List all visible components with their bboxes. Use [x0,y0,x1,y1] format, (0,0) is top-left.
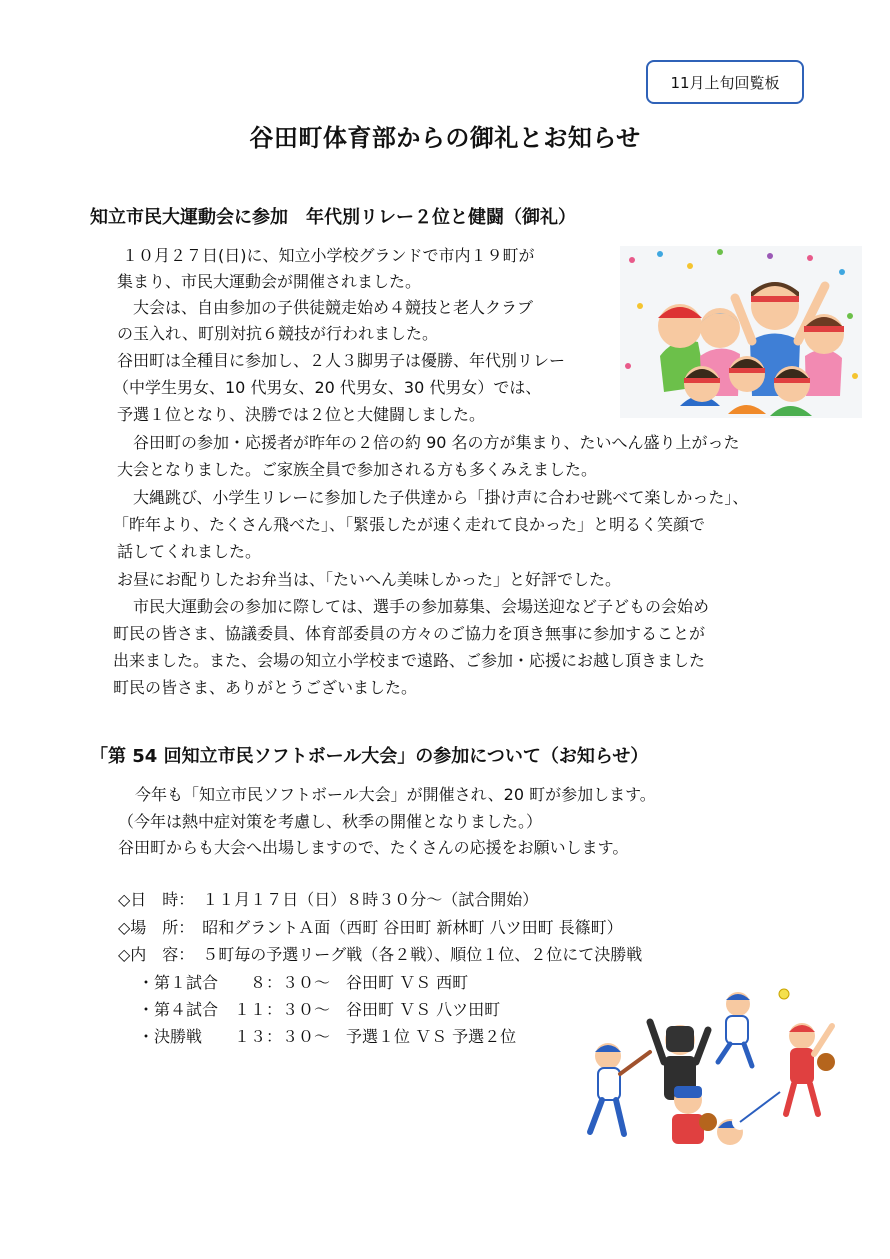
paragraph-line: 出来ました。また、会場の知立小学校まで遠路、ご参加・応援にお越し頂きました [113,651,706,670]
person-figure [804,314,844,396]
batter-figure [590,1043,650,1134]
page-title: 谷田町体育部からの御礼とお知らせ [249,124,641,152]
paragraph-line: お昼にお配りしたお弁当は、「たいへん美味しかった」と好評でした。 [117,570,622,589]
softball-players-illustration [580,982,842,1160]
paragraph-line: （今年は熱中症対策を考慮し、秋季の開催となりました。） [118,812,543,831]
detail-content: ◇内 容： ５町毎の予選リーグ戦（各２戦）、順位１位、２位にて決勝戦 [118,945,643,964]
schedule-item: ・第１試合 ８：３０～ 谷田町 ＶＳ 西町 [138,973,469,992]
schedule-item: ・決勝戦 １３：３０～ 予選１位 ＶＳ 予選２位 [138,1027,517,1046]
paragraph-line: 集まり、市民大運動会が開催されました。 [117,272,422,291]
softball [779,989,789,999]
paragraph-line: 谷田町からも大会へ出場しますので、たくさんの応援をお願いします。 [118,838,629,857]
paragraph-line: 谷田町の参加・応援者が昨年の２倍の約 90 名の方が集まり、たいへん盛り上がった [117,433,740,452]
cheering-people-illustration [620,246,862,418]
paragraph-line: 大会となりました。ご家族全員で参加される方も多くみえました。 [117,460,598,479]
paragraph-line: 町民の皆さま、協議委員、体育部委員の方々のご協力を頂き無事に参加することが [113,624,706,643]
runner-figure [718,992,752,1066]
pitcher-figure [786,1023,835,1114]
section1-heading: 知立市民大運動会に参加 年代別リレー２位と健闘（御礼） [90,207,576,228]
paragraph-line: 市民大運動会の参加に際しては、選手の参加募集、会場送迎など子どもの会始め [117,597,710,616]
catcher-figure [672,1086,717,1144]
paragraph-line: 大会は、自由参加の子供徒競走始め４競技と老人クラブ [117,298,534,317]
paragraph-line: １０月２７日(日)に、知立小学校グランドで市内１９町が [122,246,535,265]
detail-date: ◇日 時： １１月１７日（日）８時３０分～（試合開始） [118,890,539,909]
paragraph-line: 谷田町は全種目に参加し、２人３脚男子は優勝、年代別リレー [117,351,566,370]
paragraph-line: 「昨年より、たくさん飛べた」、「緊張したが速く走れて良かった」と明るく笑顔で [113,515,706,534]
paragraph-line: の玉入れ、町別対抗６競技が行われました。 [117,324,438,343]
paragraph-line: 町民の皆さま、ありがとうございました。 [113,678,418,697]
schedule-item: ・第４試合 １１：３０～ 谷田町 ＶＳ 八ツ田町 [138,1000,501,1019]
paragraph-line: 話してくれました。 [117,542,262,561]
paragraph-line: （中学生男女、10 代男女、20 代男女、30 代男女）では、 [113,378,542,397]
paragraph-line: 今年も「知立市民ソフトボール大会」が開催され、20 町が参加します。 [135,785,656,804]
detail-venue: ◇場 所： 昭和グラントＡ面（西町 谷田町 新林町 八ツ田町 長篠町） [118,918,623,937]
paragraph-line: 予選１位となり、決勝では２位と大健闘しました。 [117,405,486,424]
paragraph-line: 大縄跳び、小学生リレーに参加した子供達から「掛け声に合わせ跳べて楽しかった」、 [117,488,749,507]
circulation-badge: 11月上旬回覧板 [646,60,804,104]
section2-heading: 「第 54 回知立市民ソフトボール大会」の参加について（お知らせ） [90,746,649,767]
sliding-runner-figure [717,1092,780,1145]
